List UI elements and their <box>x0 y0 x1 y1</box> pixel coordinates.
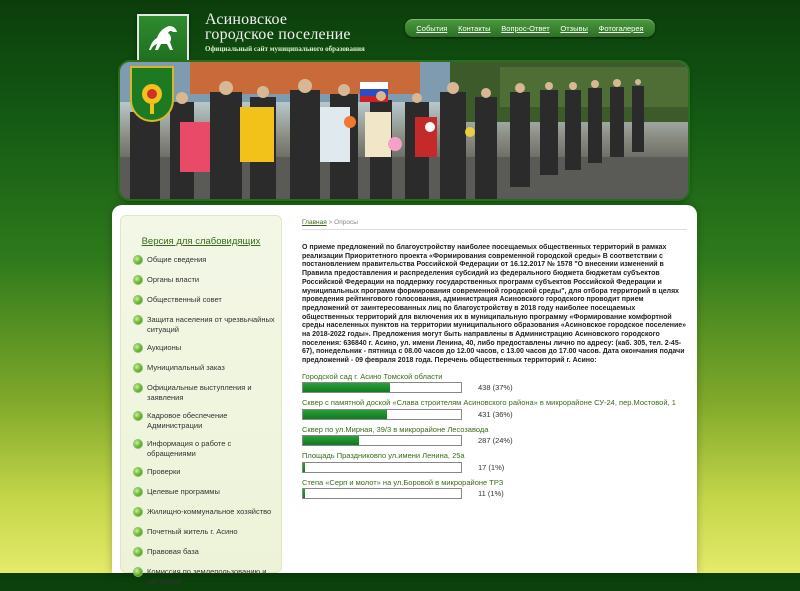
sidebar-item-label: Муниципальный заказ <box>147 363 225 372</box>
breadcrumb-current: Опросы <box>334 219 358 226</box>
nav-contacts[interactable]: Контакты <box>458 23 491 33</box>
sidebar-item-general[interactable] <box>121 251 281 271</box>
poll-item <box>302 425 687 447</box>
sidebar-item-label: Органы власти <box>147 275 200 284</box>
sidebar-item-housing[interactable] <box>121 503 281 523</box>
bullet-icon <box>134 568 142 576</box>
sidebar-item-appeals[interactable] <box>121 435 281 463</box>
bullet-icon <box>134 256 142 264</box>
bullet-icon <box>134 468 142 476</box>
header <box>0 0 800 62</box>
poll-option-label: Сквер по ул.Мирная, 39/3 в микрорайоне Лесозавода <box>302 424 489 434</box>
horse-logo-icon <box>143 20 183 58</box>
sidebar-item-legal[interactable] <box>121 543 281 563</box>
sidebar-item-authorities[interactable] <box>121 271 281 291</box>
site-title <box>205 12 365 53</box>
poll-results <box>302 372 687 500</box>
bullet-icon <box>134 344 142 352</box>
sidebar-item-label: Почетный житель г. Асино <box>147 527 238 536</box>
sidebar-item-label: Проверки <box>147 467 181 476</box>
sidebar-item-label: Кадровое обеспечение Администрации <box>147 411 228 430</box>
bullet-icon <box>134 508 142 516</box>
poll-option-label: Степа «Серп и молот» на ул.Боровой в микрорайоне ТРЗ <box>302 477 504 487</box>
site-title-line1: Асиновское <box>205 11 288 28</box>
poll-option-label: Городской сад г. Асино Томской области <box>302 371 443 381</box>
poll-bar-fill <box>303 463 305 472</box>
sidebar-item-label: Жилищно-коммунальное хозяйство <box>147 507 272 516</box>
bullet-icon <box>134 384 142 392</box>
parade-photo-icon <box>120 62 688 199</box>
sidebar-item-staffing[interactable] <box>121 407 281 435</box>
breadcrumb <box>302 219 687 230</box>
bullet-icon <box>134 316 142 324</box>
emblem-flower-icon <box>132 68 172 120</box>
banner-photo <box>120 62 688 199</box>
breadcrumb-separator: > <box>326 219 335 226</box>
sidebar-item-auctions[interactable] <box>121 339 281 359</box>
bullet-icon <box>134 364 142 372</box>
bullet-icon <box>134 548 142 556</box>
sidebar-item-inspections[interactable] <box>121 463 281 483</box>
poll-bar-track <box>302 409 462 420</box>
poll-item <box>302 398 687 420</box>
poll-bar-fill <box>303 436 359 445</box>
sidebar-item-land-commission[interactable] <box>121 563 281 591</box>
poll-bar-fill <box>303 383 390 392</box>
nav-reviews[interactable]: Отзывы <box>560 23 588 33</box>
town-emblem-icon <box>130 66 174 122</box>
sidebar-item-label: Информация о работе с обращениями <box>147 439 232 458</box>
poll-count: 431 (36%) <box>478 409 513 419</box>
site-subtitle: Официальный сайт муниципального образования <box>205 45 365 53</box>
sidebar-menu <box>121 251 281 591</box>
sidebar-item-label: Целевые программы <box>147 487 220 496</box>
sidebar-item-programs[interactable] <box>121 483 281 503</box>
poll-row <box>302 462 687 473</box>
nav-events[interactable]: События <box>416 23 448 33</box>
bullet-icon <box>134 412 142 420</box>
poll-count: 438 (37%) <box>478 383 513 393</box>
bullet-icon <box>134 528 142 536</box>
bullet-icon <box>134 488 142 496</box>
sidebar-item-emergency[interactable] <box>121 311 281 339</box>
poll-bar-fill <box>303 489 305 498</box>
poll-item <box>302 451 687 473</box>
sidebar-item-label: Комиссия по землепользованию и застройке <box>147 567 267 586</box>
content-area <box>112 205 697 586</box>
nav-gallery[interactable]: Фотогалерея <box>598 23 644 33</box>
sidebar-item-honorary[interactable] <box>121 523 281 543</box>
poll-bar-track <box>302 488 462 499</box>
sidebar-item-label: Правовая база <box>147 547 199 556</box>
accessible-version-link[interactable]: Версия для слабовидящих <box>141 236 261 247</box>
bullet-icon <box>134 296 142 304</box>
nav-qa[interactable]: Вопрос-Ответ <box>501 23 550 33</box>
poll-count: 17 (1%) <box>478 462 505 472</box>
poll-bar-track <box>302 435 462 446</box>
poll-count: 11 (1%) <box>478 489 504 499</box>
sidebar-item-label: Аукционы <box>147 343 182 352</box>
top-navigation <box>405 19 655 37</box>
poll-row <box>302 435 687 446</box>
poll-row <box>302 409 687 420</box>
main-content <box>302 219 687 504</box>
poll-bar-fill <box>303 410 387 419</box>
poll-option-label: Площадь Праздниковпо ул.имени Ленина, 25а <box>302 451 465 461</box>
poll-bar-track <box>302 382 462 393</box>
sidebar-item-statements[interactable] <box>121 379 281 407</box>
poll-row <box>302 488 687 499</box>
poll-item <box>302 372 687 394</box>
sidebar-item-label: Общие сведения <box>147 255 207 264</box>
bullet-icon <box>134 276 142 284</box>
bullet-icon <box>134 440 142 448</box>
sidebar-item-public-council[interactable] <box>121 291 281 311</box>
sidebar-item-label: Защита населения от чрезвычайных ситуаций <box>147 315 275 334</box>
poll-row <box>302 382 687 393</box>
sidebar-item-label: Официальные выступления и заявления <box>147 383 252 402</box>
article-text: О приеме предложений по благоустройству наиболее посещаемых общественных территорий в рамках реализации Приоритетного проекта «Формирования современной городской среды» В соответствии с постановлением правительства Российской Федерации от 16.12.2017 № 1578 "О внесении изменений в Правила предоставления и распределения субсидий из федерального бюджета бюджетам субъектов Российской Федерации на поддержку государственных программ субъектов Российской Федерации и муниципальных программ формирования современной городской среды", для отбора территорий в целях проведения рейтингового голосования, администрация Асиновского городского проводит прием предложений от заинтересованных лиц по благоустройству в 2018 году наиболее посещаемых общественных территорий для включения их в муниципальную программу «Формирование комфортной среды населенных пунктов на территории муниципального образования «Асиновское городское поселение» на 2018-2022 годы». Предложения могут быть направлены в Администрацию Асиновского городского поселения: 636840 г. Асино, ул. имени Ленина, 40, либо предоставлены лично по адресу: (каб. 305, тел. 2-45-67), понедельник - пятница с 08.00 часов до 12.00 часов, с 13.00 часов до 17.00 часов. Дата окончания подачи предложений - 09 февраля 2018 года. Перечень общественных территорий г. Асино: <box>302 244 687 365</box>
site-title-line2: городское поселение <box>205 26 351 43</box>
sidebar-item-label: Общественный совет <box>147 295 222 304</box>
poll-bar-track <box>302 462 462 473</box>
breadcrumb-home[interactable]: Главная <box>302 219 327 226</box>
sidebar-item-procurement[interactable] <box>121 359 281 379</box>
sidebar <box>120 215 282 586</box>
poll-item <box>302 478 687 500</box>
poll-count: 287 (24%) <box>478 436 513 446</box>
poll-option-label: Сквер с памятной доской «Слава строителям Асиновского района» в микрорайоне СУ-24, пер.Мостовой, 1 <box>302 398 676 408</box>
site-logo[interactable] <box>137 14 189 64</box>
